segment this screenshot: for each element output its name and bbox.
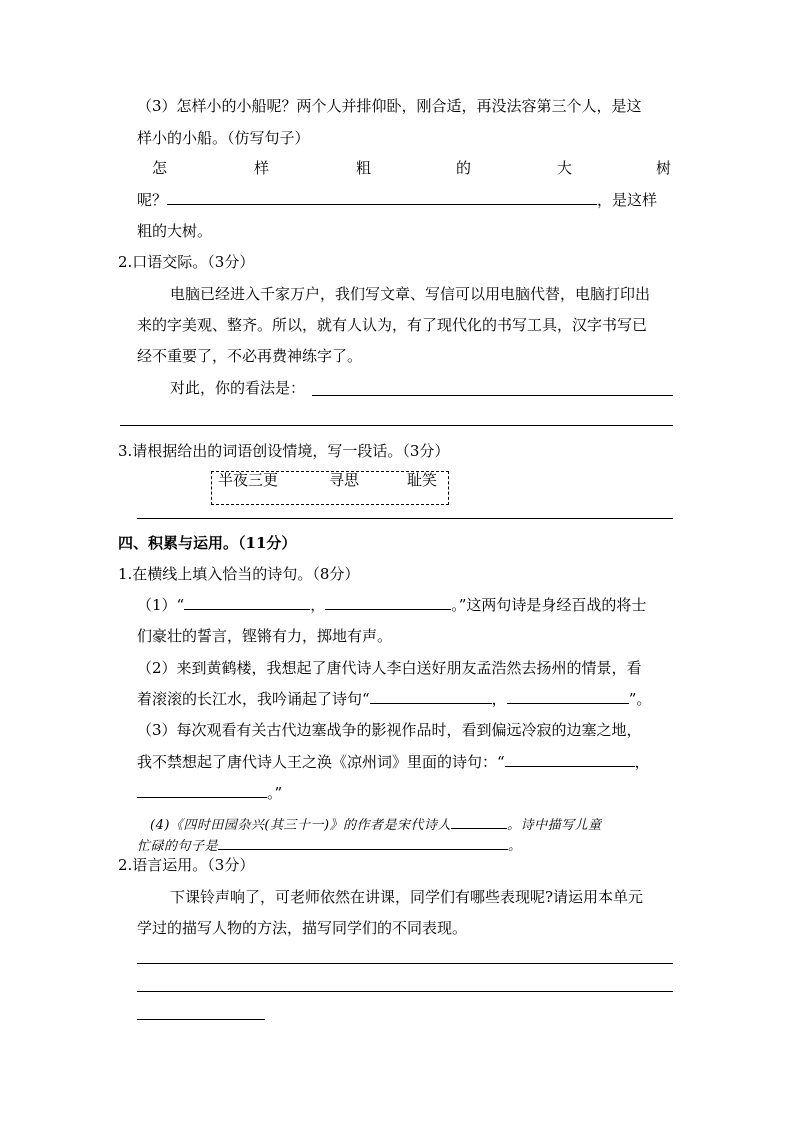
poem-blank-3b[interactable] [137,783,267,798]
line-4-prefix: 呢？ [137,191,168,209]
poem-blank-1a[interactable] [184,595,310,610]
p2-lead: 着滚滚的长江水，我吟诵起了诗句“ [137,690,370,708]
p4-line2-lead: 忙碌的句子是 [137,839,219,854]
writing-answer-line-3[interactable] [137,1019,265,1020]
poem-item-2-line-1: （2）来到黄鹤楼，我想起了唐代诗人李白送好朋友孟浩然去扬州的情景，看 [137,659,642,677]
question-3-line-4 [137,190,657,210]
spread-char-6: 树 [656,159,672,177]
spread-char-4: 的 [456,159,472,177]
word-1: 半夜三更 [218,471,279,489]
answer-blank-tree[interactable] [167,190,597,205]
scenario-answer-line[interactable] [137,518,673,519]
poem-item-4-line-1 [150,814,602,836]
language-use-para-1: 下课铃声响了，可老师依然在讲课，同学们有哪些表现呢?请运用本单元 [170,888,644,906]
poem-item-4-line-2 [137,835,522,857]
spread-char-1: 怎 [152,159,168,177]
p2-comma: ， [491,690,507,708]
line-4-suffix: ，是这样 [597,191,658,209]
word-box [211,471,449,505]
poem-blank-2a[interactable] [370,689,492,704]
question-3-line-2: 样小的小船。（仿写句子） [137,129,310,147]
writing-answer-line-1[interactable] [137,963,673,964]
p1-open: （1）“ [137,596,185,614]
poem-sentence-blank[interactable] [218,835,508,850]
poem-item-3-line-1: （3）每次观看有关古代边塞战争的影视作品时，看到偏远冷寂的边塞之地， [137,721,642,739]
language-use-para-2: 学过的描写人物的方法，描写同学们的不同表现。 [137,919,468,937]
section-4-heading: 四、积累与运用。（11分） [118,534,297,552]
spread-char-5: 大 [557,159,573,177]
poem-question-title: 1.在横线上填入恰当的诗句。（8分） [118,565,360,583]
p4-lead: (4)《四时田园杂兴(其三十一)》的作者是宋代诗人 [150,818,452,833]
p4-line2-end: 。 [508,839,522,854]
oral-section-title: 2.口语交际。（3分） [118,253,255,271]
opinion-answer-line-2[interactable] [120,425,673,426]
spread-char-2: 样 [254,159,270,177]
oral-paragraph-line-1: 电脑已经进入千家万户，我们写文章、写信可以用电脑代替，电脑打印出 [170,285,651,303]
opinion-prompt: 对此，你的看法是： [170,379,306,397]
question-3-line-5: 粗的大树。 [137,222,213,240]
oral-paragraph-line-2: 来的字美观、整齐。所以，就有人认为，有了现代化的书写工具，汉字书写已 [137,316,648,334]
p3-close: 。” [267,784,283,802]
word-3: 耻笑 [407,471,438,489]
poem-item-3-line-2 [137,752,650,772]
p3-comma: ， [634,753,650,771]
poet-name-blank[interactable] [451,814,507,829]
language-use-title: 2.语言运用。（3分） [118,856,255,874]
p2-close: ”。 [628,690,652,708]
poem-item-3-line-3 [137,783,282,803]
poem-item-2-line-2 [137,689,651,709]
spread-char-3: 粗 [356,159,372,177]
p1-comma: ， [310,596,326,614]
poem-blank-1b[interactable] [325,595,451,610]
poem-item-1-line-1 [137,595,646,615]
question-3-line-1: （3）怎样小的小船呢？两个人并排仰卧，刚合适，再没法容第三个人，是这 [137,97,642,115]
writing-answer-line-2[interactable] [137,991,673,992]
word-2: 寻思 [329,471,360,489]
oral-paragraph-line-3: 经不重要了，不必再费神练字了。 [137,347,363,365]
p4-tail: 。诗中描写儿童 [507,818,602,833]
poem-blank-3a[interactable] [505,752,635,767]
poem-item-1-line-2: 们豪壮的誓言，铿锵有力，掷地有声。 [137,627,393,645]
opinion-answer-line-1[interactable] [312,395,673,396]
poem-blank-2b[interactable] [507,689,629,704]
p3-lead: 我不禁想起了唐代诗人王之涣《凉州词》里面的诗句：“ [137,753,505,771]
p1-close: 。”这两句诗是身经百战的将士 [451,596,647,614]
scenario-section-title: 3.请根据给出的词语创设情境，写一段话。（3分） [118,442,450,460]
